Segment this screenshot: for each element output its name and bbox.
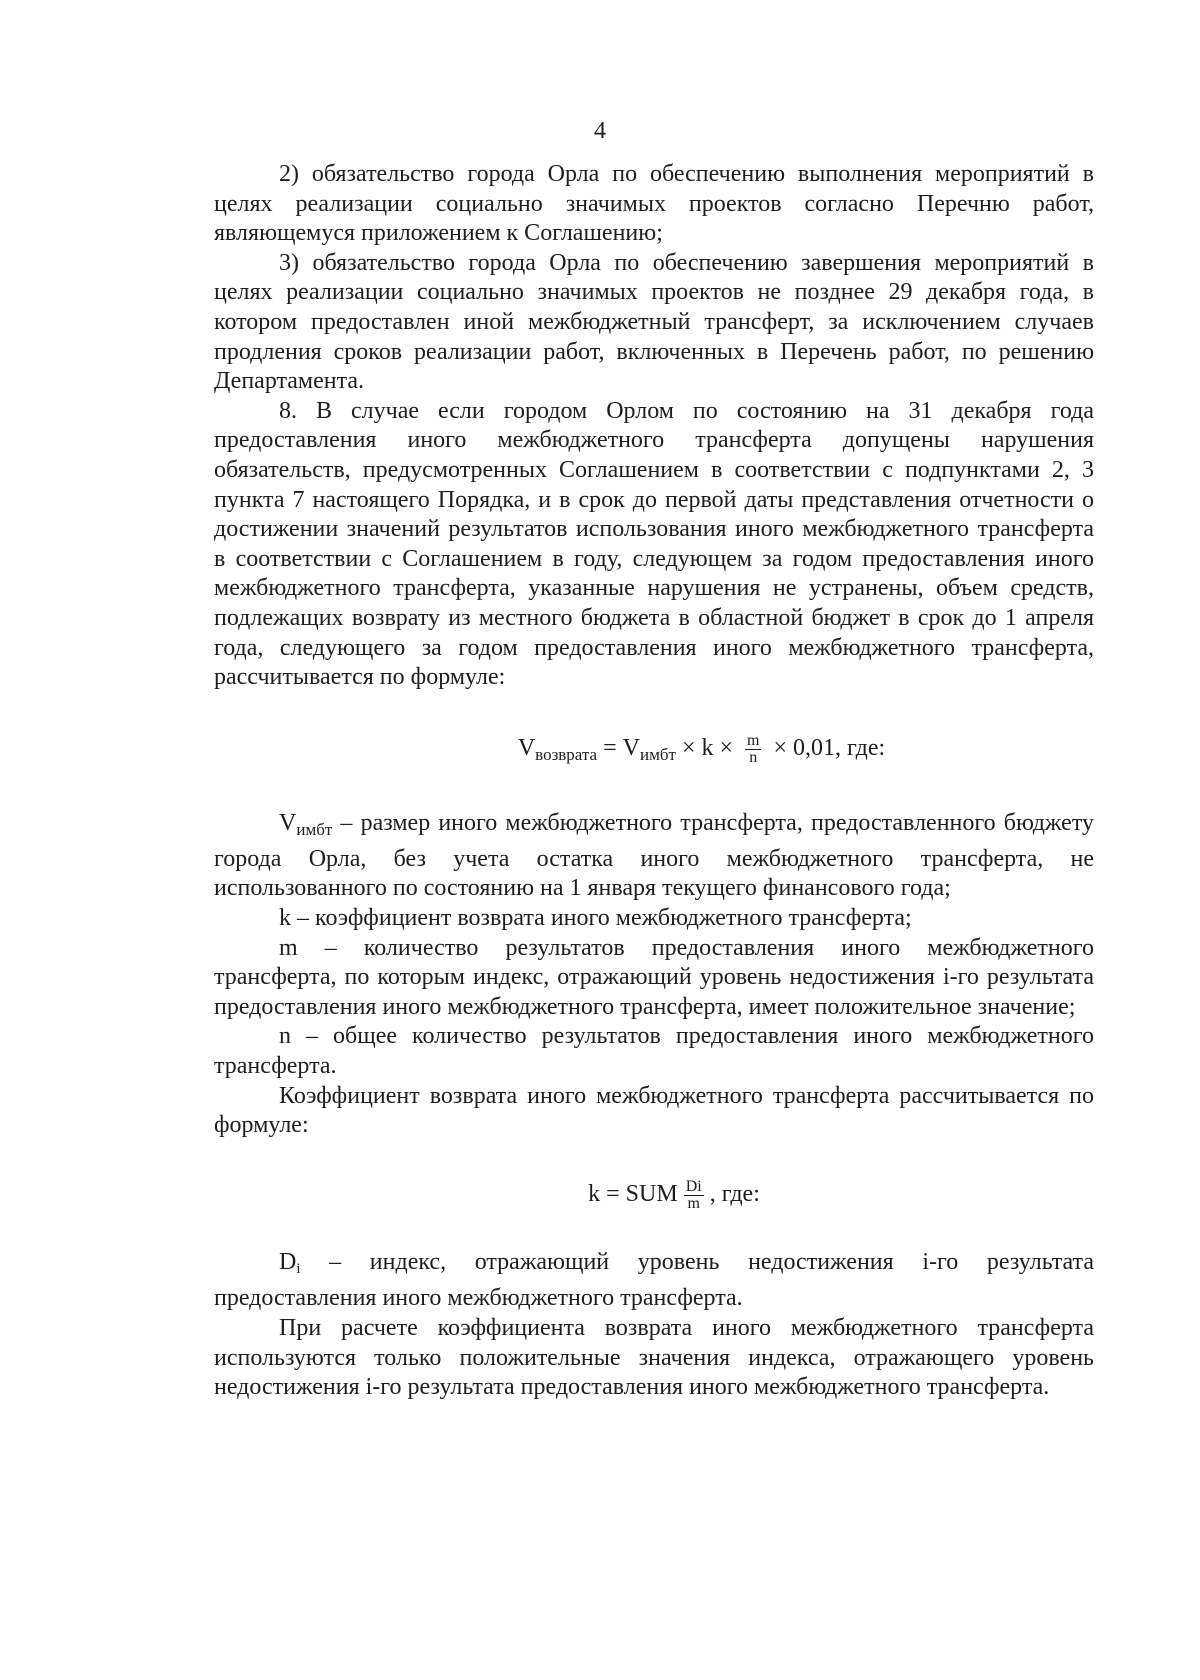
paragraph-coefficient: Коэффициент возврата иного межбюджетного трансферта рассчитывается по формуле: (214, 1082, 1094, 1139)
definition-di-var: D (279, 1248, 297, 1275)
formula-eq: = (597, 734, 623, 761)
paragraph-obligation-3: 3) обязательство города Орла по обеспечению завершения мероприятий в целях реализации социально значимых проектов не позднее 29 декабря года, в котором предоставлен иной межбюджетный трансферт, за исключением случаев продления сроков реализации работ, включенных в Перечень работ, по решению Департамента. (214, 249, 1094, 395)
definition-di-text: – индекс, отражающий уровень недостижения i-го результата предоставления иного межбюджетного трансферта. (214, 1248, 1094, 1312)
formula2-fraction-di-m (684, 1179, 704, 1212)
fraction-numerator: m (747, 731, 760, 749)
formula2-tail: , где: (709, 1180, 760, 1207)
definition-m: m – количество результатов предоставления иного межбюджетного трансферта, по которым индекс, отражающий уровень недостижения i-го результата предоставления иного межбюджетного трансферта, имеет положительное значение; (214, 934, 1094, 1020)
paragraph-final: При расчете коэффициента возврата иного межбюджетного трансферта используются только положительные значения индекса, отражающего уровень недостижения i-го результата предоставления иного межбюджетного трансферта. (214, 1315, 1094, 1401)
formula-lhs-var: V (517, 734, 536, 761)
definition-vimbt-var: V (279, 810, 297, 837)
formula-fraction-m-n (745, 733, 761, 766)
definition-di-sub: i (296, 1260, 301, 1277)
formula-tail: × 0,01, где: (767, 734, 886, 761)
document-body (214, 160, 1094, 1403)
definition-k: k – коэффициент возврата иного межбюджетного трансферта; (279, 905, 912, 932)
definition-vimbt (214, 809, 1094, 904)
definition-vimbt-sub: имбт (296, 820, 333, 840)
formula-times-k: × k × (675, 734, 740, 761)
formula-lhs-sub: возврата (535, 744, 598, 764)
fraction2-numerator: Di (685, 1177, 702, 1195)
definition-vimbt-text: – размер иного межбюджетного трансферта, предоставленного бюджету города Орла, без учета остатка иного межбюджетного трансферта, не использованного по состоянию на 1 января текущего финансового года; (214, 810, 1094, 902)
formula-return-volume (214, 733, 1094, 770)
paragraph-obligation-2: 2) обязательство города Орла по обеспечению выполнения мероприятий в целях реализации социально значимых проектов согласно Перечню работ, являющемуся приложением к Соглашению; (214, 161, 1094, 247)
formula-coefficient (214, 1179, 1094, 1212)
fraction2-denominator: m (687, 1194, 700, 1212)
definition-n: n – общее количество результатов предоставления иного межбюджетного трансферта. (214, 1023, 1094, 1080)
formula-rhs-var: V (622, 734, 640, 761)
definition-di (214, 1248, 1094, 1314)
formula2-lhs: k = SUM (588, 1180, 678, 1207)
page-number: 4 (594, 118, 606, 144)
paragraph-clause-8: 8. В случае если городом Орлом по состоянию на 31 декабря года предоставления иного межбюджетного трансферта допущены нарушения обязательств, предусмотренных Соглашением в соответствии с подпунктами 2, 3 пункта 7 настоящего Порядка, и в срок до первой даты представления отчетности о достижении значений результатов использования иного межбюджетного трансферта в соответствии с Соглашением в году, следующем за годом предоставления иного межбюджетного трансферта, указанные нарушения не устранены, объем средств, подлежащих возврату из местного бюджета в областной бюджет в срок до 1 апреля года, следующего за годом предоставления иного межбюджетного трансферта, рассчитывается по формуле: (214, 397, 1094, 691)
fraction-denominator: n (749, 748, 758, 766)
formula-rhs-sub: имбт (640, 744, 676, 764)
